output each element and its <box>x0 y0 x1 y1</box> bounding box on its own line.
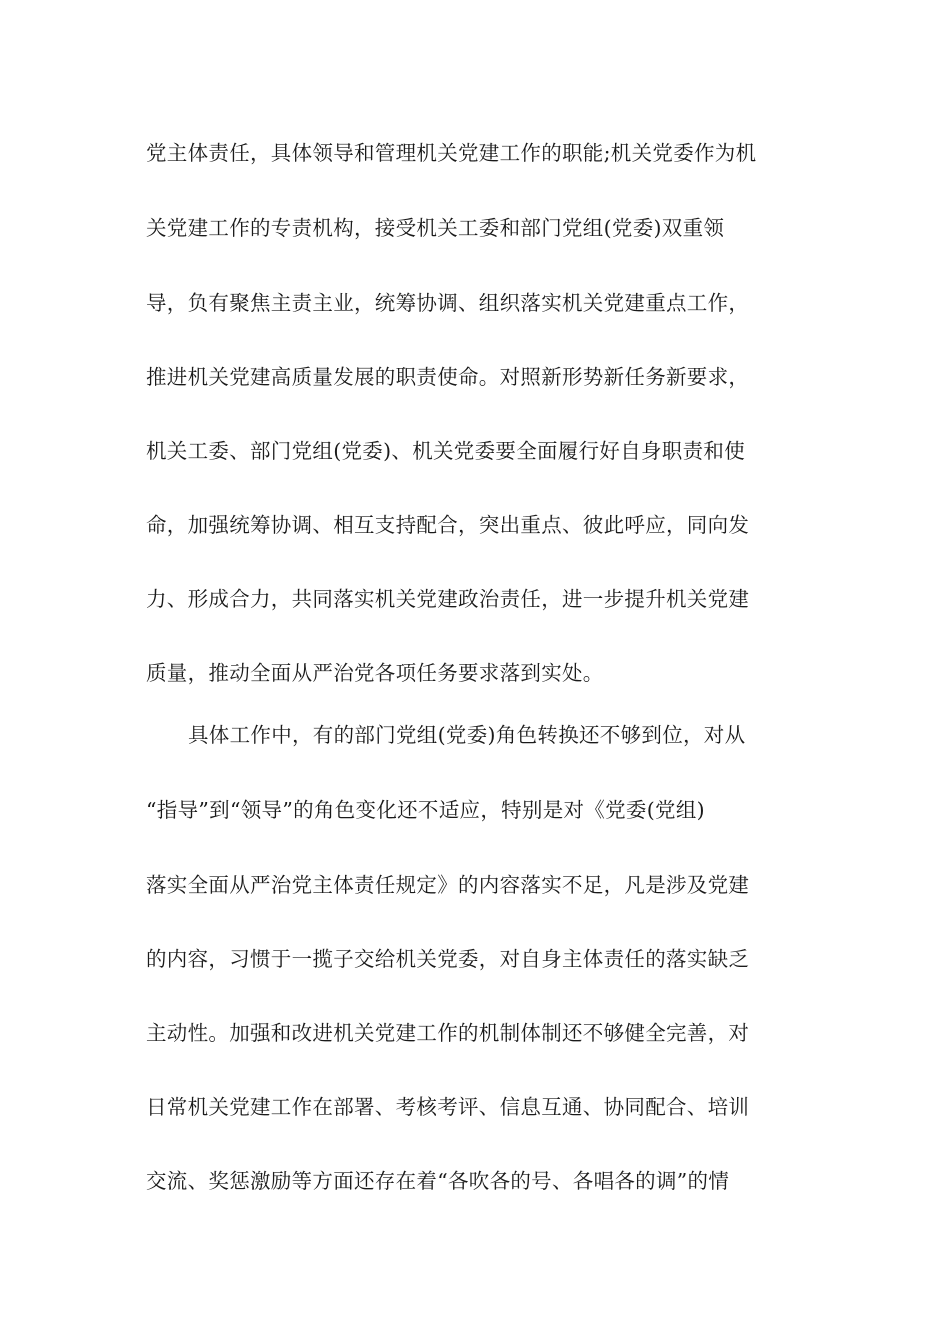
paragraph-line: 力、形成合力，共同落实机关党建政治责任，进一步提升机关党建 <box>146 587 750 611</box>
paragraph-first-line: 具体工作中，有的部门党组(党委)角色转换还不够到位，对从 <box>188 723 746 747</box>
paragraph-line: 落实全面从严治党主体责任规定》的内容落实不足，凡是涉及党建 <box>146 873 750 897</box>
paragraph-line: 导，负有聚焦主责主业，统筹协调、组织落实机关党建重点工作， <box>146 291 750 315</box>
paragraph-line: 主动性。加强和改进机关党建工作的机制体制还不够健全完善，对 <box>146 1021 750 1045</box>
paragraph-line: 的内容，习惯于一揽子交给机关党委，对自身主体责任的落实缺乏 <box>146 947 750 971</box>
paragraph-line: 推进机关党建高质量发展的职责使命。对照新形势新任务新要求， <box>146 365 750 389</box>
paragraph-line: 质量，推动全面从严治党各项任务要求落到实处。 <box>146 661 604 685</box>
paragraph-line: 关党建工作的专责机构，接受机关工委和部门党组(党委)双重领 <box>146 216 725 240</box>
paragraph-line: “指导”到“领导”的角色变化还不适应，特别是对《党委(党组) <box>146 798 705 822</box>
paragraph-line: 命，加强统筹协调、相互支持配合，突出重点、彼此呼应，同向发 <box>146 513 750 537</box>
paragraph-line: 日常机关党建工作在部署、考核考评、信息互通、协同配合、培训 <box>146 1095 750 1119</box>
paragraph-line: 党主体责任，具体领导和管理机关党建工作的职能;机关党委作为机 <box>146 141 757 165</box>
paragraph-line: 交流、奖惩激励等方面还存在着“各吹各的号、各唱各的调”的情 <box>146 1169 730 1193</box>
paragraph-line: 机关工委、部门党组(党委)、机关党委要全面履行好自身职责和使 <box>146 439 745 463</box>
